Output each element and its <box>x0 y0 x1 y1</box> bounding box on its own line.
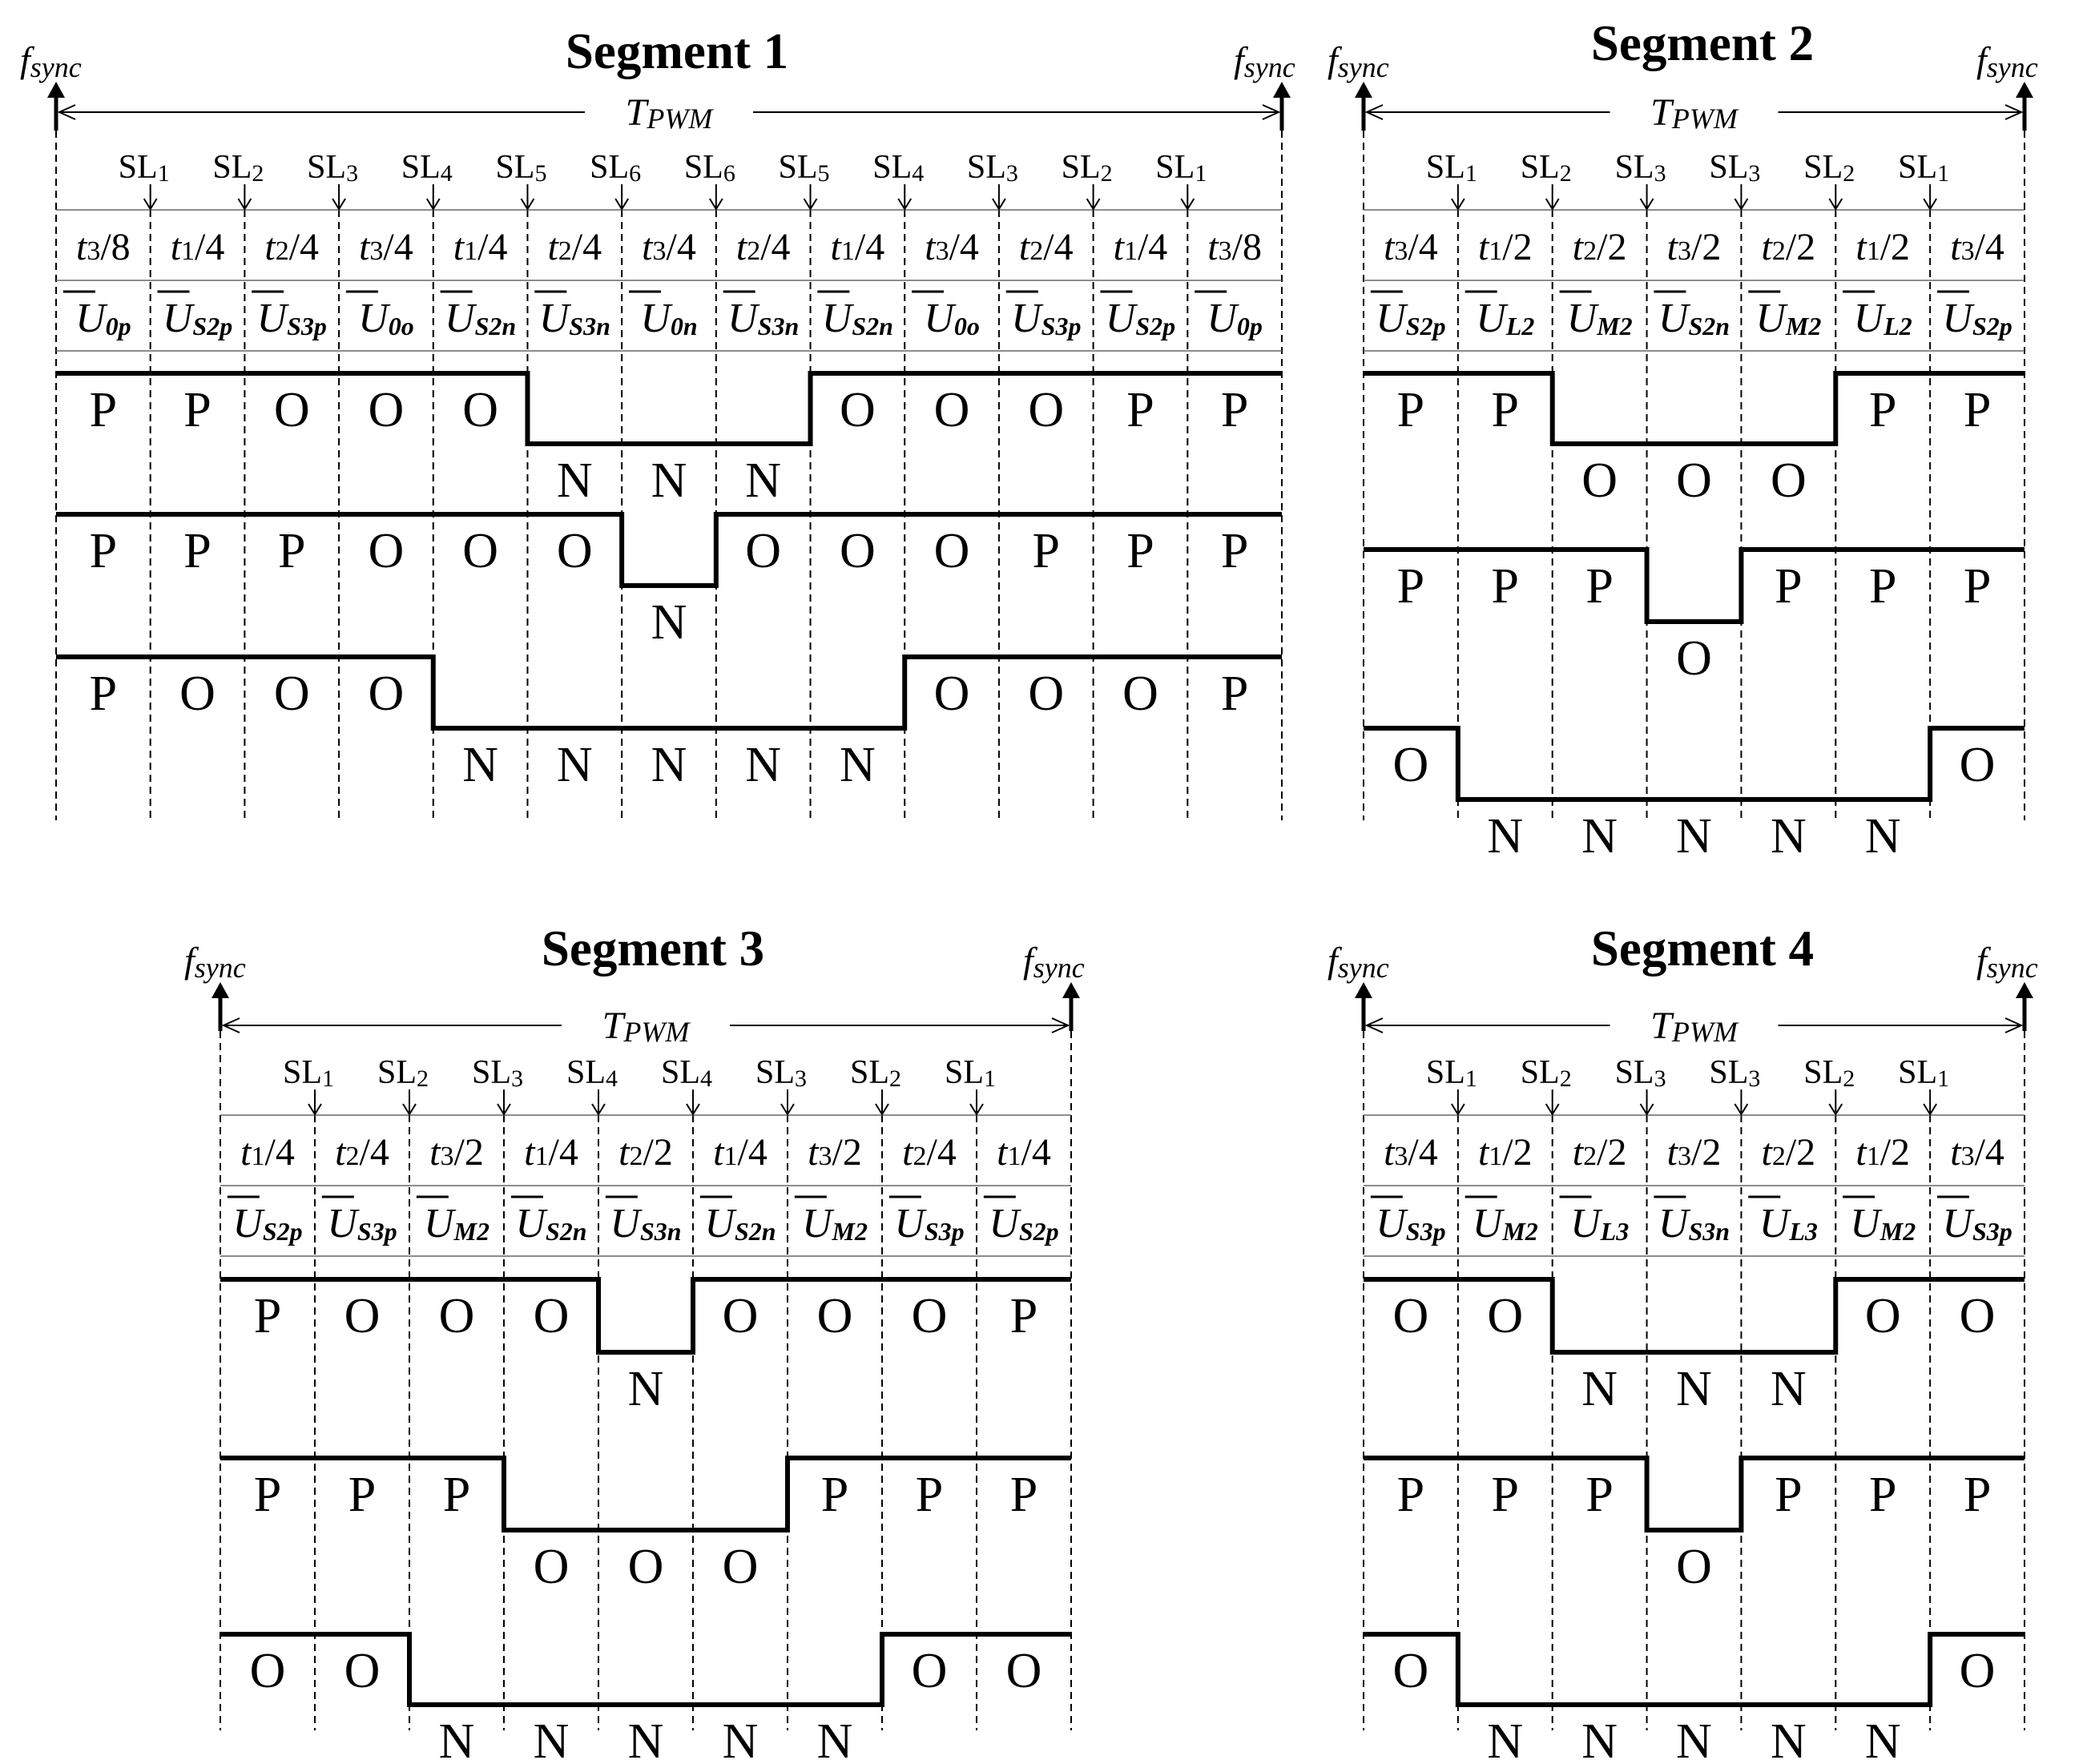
phase-state-label: N <box>556 453 593 508</box>
vector-label: U0n <box>640 296 698 341</box>
sl-marker-label: SL3 <box>1614 149 1666 187</box>
vector-label: US2n <box>515 1201 587 1246</box>
duration-label: t1/2 <box>1477 1131 1533 1174</box>
phase-2-waveform <box>1364 550 2024 622</box>
phase-state-label: P <box>1009 1289 1038 1343</box>
phase-state-label: P <box>442 1468 471 1522</box>
sl-marker-label: SL1 <box>1155 149 1207 187</box>
phase-state-label: P <box>348 1468 377 1522</box>
duration-label: t3/4 <box>359 226 413 268</box>
tpwm-label: TPWM <box>1650 1005 1738 1048</box>
fsync-arrowhead <box>1355 82 1372 98</box>
sl-marker-label: SL1 <box>118 149 170 187</box>
segment-title: Segment 4 <box>1590 920 1815 977</box>
phase-state-label: O <box>1676 1540 1712 1594</box>
vector-label: UL2 <box>1476 296 1535 341</box>
phase-state-label: P <box>1126 383 1154 437</box>
phase-state-label: P <box>1220 667 1249 721</box>
phase-state-label: O <box>1581 453 1618 508</box>
phase-state-label: N <box>745 738 782 792</box>
phase-state-label: P <box>183 524 212 578</box>
phase-state-label: O <box>839 524 876 578</box>
fsync-label: fsync <box>1234 39 1295 83</box>
segment-title: Segment 1 <box>565 23 789 79</box>
segment-title: Segment 2 <box>1590 15 1815 71</box>
phase-3-waveform <box>1364 728 2024 799</box>
phase-state-label: N <box>651 453 687 508</box>
sl-marker-label: SL6 <box>590 149 642 187</box>
sl-marker-label: SL2 <box>849 1054 902 1092</box>
phase-state-label: P <box>89 667 118 721</box>
duration-label: t1/2 <box>1855 226 1911 268</box>
phase-state-label: P <box>1491 383 1520 437</box>
vector-label: UM2 <box>1755 296 1822 341</box>
phase-state-label: O <box>722 1540 759 1594</box>
phase-state-label: P <box>1220 524 1249 578</box>
vector-label: US2n <box>1658 296 1730 341</box>
duration-label: t1/4 <box>713 1131 767 1174</box>
phase-2-waveform <box>56 514 1282 586</box>
fsync-arrowhead <box>212 982 229 998</box>
phase-2-waveform <box>1364 1458 2024 1530</box>
phase-state-label: O <box>745 524 782 578</box>
phase-state-label: P <box>1396 559 1425 614</box>
phase-state-label: N <box>1864 1714 1901 1760</box>
segment-4 <box>1328 920 2038 1760</box>
vector-label: US3p <box>1942 1201 2012 1246</box>
fsync-arrowhead <box>2016 82 2033 98</box>
phase-state-label: N <box>722 1714 759 1760</box>
tpwm-label: TPWM <box>1650 91 1738 135</box>
duration-label: t1/4 <box>997 1131 1051 1174</box>
sl-marker-label: SL3 <box>471 1054 524 1092</box>
vector-label: US2p <box>1376 296 1446 341</box>
phase-state-label: O <box>1392 738 1429 792</box>
sl-marker-label: SL3 <box>966 149 1018 187</box>
sl-marker-label: SL1 <box>1898 149 1950 187</box>
sl-marker-label: SL5 <box>778 149 830 187</box>
vector-label: US3p <box>1011 296 1082 341</box>
phase-state-label: O <box>1028 667 1065 721</box>
sl-marker-label: SL4 <box>401 149 453 187</box>
duration-label: t1/2 <box>1855 1131 1911 1174</box>
phase-state-label: O <box>438 1289 475 1343</box>
vector-label: UL2 <box>1853 296 1912 341</box>
fsync-arrowhead <box>47 82 65 98</box>
vector-label: UL3 <box>1759 1201 1818 1246</box>
fsync-arrowhead <box>1062 982 1080 998</box>
sl-marker-label: SL6 <box>683 149 735 187</box>
phase-state-label: O <box>839 383 876 437</box>
vector-label: U0o <box>924 296 980 341</box>
phase-state-label: P <box>1396 1468 1425 1522</box>
phase-state-label: O <box>273 667 310 721</box>
phase-state-label: O <box>1028 383 1065 437</box>
phase-state-label: N <box>816 1714 853 1760</box>
phase-state-label: P <box>253 1289 282 1343</box>
phase-state-label: P <box>1963 559 1992 614</box>
phase-state-label: P <box>1032 524 1061 578</box>
tpwm-label: TPWM <box>625 91 713 135</box>
phase-state-label: N <box>533 1714 570 1760</box>
vector-label: US2p <box>232 1201 303 1246</box>
sl-marker-label: SL1 <box>944 1054 997 1092</box>
sl-marker-label: SL2 <box>212 149 264 187</box>
duration-label: t3/4 <box>1384 226 1438 268</box>
phase-state-label: P <box>820 1468 849 1522</box>
duration-label: t2/4 <box>735 226 791 268</box>
phase-state-label: N <box>745 453 782 508</box>
phase-state-label: O <box>1392 1289 1429 1343</box>
phase-state-label: P <box>1868 383 1897 437</box>
phase-state-label: O <box>462 383 499 437</box>
phase-state-label: O <box>722 1289 759 1343</box>
sl-marker-label: SL1 <box>1898 1054 1950 1092</box>
duration-label: t2/4 <box>547 226 602 268</box>
phase-state-label: O <box>1392 1644 1429 1698</box>
phase-state-label: O <box>627 1540 664 1594</box>
phase-state-label: O <box>1005 1644 1042 1698</box>
phase-state-label: N <box>438 1714 475 1760</box>
duration-label: t3/2 <box>429 1131 484 1174</box>
phase-state-label: O <box>1122 667 1158 721</box>
phase-state-label: P <box>277 524 306 578</box>
duration-label: t3/2 <box>1666 1131 1722 1174</box>
phase-state-label: N <box>1770 1362 1807 1416</box>
vector-label: US3n <box>538 296 610 341</box>
fsync-arrowhead <box>2016 982 2033 998</box>
duration-label: t2/2 <box>1572 226 1627 268</box>
phase-1-waveform <box>1364 373 2024 444</box>
phase-state-label: O <box>368 667 405 721</box>
phase-state-label: O <box>344 1289 381 1343</box>
fsync-arrowhead <box>1273 82 1291 98</box>
phase-state-label: P <box>89 524 118 578</box>
duration-label: t2/4 <box>264 226 320 268</box>
phase-state-label: O <box>1864 1289 1901 1343</box>
vector-label: US2p <box>1942 296 2012 341</box>
phase-state-label: O <box>933 383 970 437</box>
phase-state-label: N <box>1581 1714 1618 1760</box>
vector-label: UM2 <box>1850 1201 1916 1246</box>
duration-label: t3/2 <box>1666 226 1722 268</box>
phase-state-label: N <box>651 738 687 792</box>
duration-label: t2/2 <box>618 1131 673 1174</box>
duration-label: t2/2 <box>1761 1131 1816 1174</box>
fsync-label: fsync <box>1976 39 2038 83</box>
vector-label: US2n <box>704 1201 776 1246</box>
duration-label: t3/4 <box>642 226 696 268</box>
sl-marker-label: SL4 <box>566 1054 618 1092</box>
fsync-arrowhead <box>1355 982 1372 998</box>
phase-state-label: P <box>1775 559 1803 614</box>
fsync-label: fsync <box>1328 940 1389 984</box>
phase-state-label: O <box>1676 631 1712 686</box>
phase-state-label: N <box>556 738 593 792</box>
phase-3-waveform <box>56 657 1282 728</box>
phase-state-label: O <box>249 1644 286 1698</box>
duration-label: t2/2 <box>1572 1131 1627 1174</box>
vector-label: US2n <box>445 296 517 341</box>
phase-state-label: O <box>1487 1289 1524 1343</box>
phase-state-label: P <box>1585 559 1614 614</box>
vector-label: UM2 <box>1472 1201 1538 1246</box>
phase-state-label: P <box>1220 383 1249 437</box>
fsync-label: fsync <box>1976 940 2038 984</box>
duration-label: t1/2 <box>1477 226 1533 268</box>
phase-state-label: P <box>1585 1468 1614 1522</box>
vector-label: US3p <box>1376 1201 1446 1246</box>
sl-marker-label: SL5 <box>495 149 547 187</box>
phase-state-label: O <box>1770 453 1807 508</box>
phase-state-label: P <box>1775 1468 1803 1522</box>
vector-label: U0o <box>358 296 414 341</box>
duration-label: t3/8 <box>1207 226 1262 268</box>
sl-marker-label: SL2 <box>1803 149 1855 187</box>
phase-state-label: N <box>1770 809 1807 864</box>
phase-state-label: N <box>1581 1362 1618 1416</box>
sl-marker-label: SL4 <box>872 149 925 187</box>
phase-state-label: N <box>1864 809 1901 864</box>
phase-state-label: N <box>651 595 687 650</box>
phase-state-label: N <box>1487 1714 1524 1760</box>
phase-state-label: P <box>1963 383 1992 437</box>
duration-label: t2/4 <box>1018 226 1074 268</box>
sl-marker-label: SL2 <box>1803 1054 1855 1092</box>
phase-state-label: O <box>273 383 310 437</box>
duration-label: t1/4 <box>830 226 885 268</box>
phase-state-label: O <box>533 1289 570 1343</box>
phase-state-label: P <box>1868 559 1897 614</box>
duration-label: t3/4 <box>1384 1131 1438 1174</box>
phase-state-label: N <box>839 738 876 792</box>
phase-state-label: O <box>911 1289 948 1343</box>
phase-state-label: O <box>816 1289 853 1343</box>
fsync-label: fsync <box>1023 940 1085 984</box>
sl-marker-label: SL1 <box>1425 149 1477 187</box>
duration-label: t1/4 <box>453 226 508 268</box>
duration-label: t1/4 <box>170 226 225 268</box>
phase-state-label: O <box>1676 453 1712 508</box>
vector-label: US3p <box>894 1201 965 1246</box>
phase-state-label: N <box>462 738 499 792</box>
phase-state-label: N <box>627 1362 664 1416</box>
sl-marker-label: SL4 <box>660 1054 713 1092</box>
sl-marker-label: SL3 <box>755 1054 808 1092</box>
vector-label: US2p <box>989 1201 1059 1246</box>
duration-label: t3/4 <box>1950 1131 2004 1174</box>
duration-label: t3/4 <box>1950 226 2004 268</box>
phase-state-label: O <box>933 524 970 578</box>
duration-label: t1/4 <box>1113 226 1168 268</box>
phase-state-label: O <box>1959 738 1996 792</box>
phase-state-label: O <box>1959 1644 1996 1698</box>
phase-state-label: O <box>368 383 405 437</box>
vector-label: UM2 <box>801 1201 868 1246</box>
vector-label: UM2 <box>423 1201 490 1246</box>
phase-state-label: P <box>1126 524 1154 578</box>
phase-state-label: O <box>344 1644 381 1698</box>
vector-label: US2p <box>162 296 233 341</box>
sl-marker-label: SL3 <box>1614 1054 1666 1092</box>
phase-state-label: O <box>462 524 499 578</box>
duration-label: t3/2 <box>808 1131 862 1174</box>
fsync-label: fsync <box>20 39 82 83</box>
vector-label: U0p <box>1207 296 1263 341</box>
duration-label: t2/4 <box>335 1131 389 1174</box>
phase-state-label: P <box>253 1468 282 1522</box>
fsync-label: fsync <box>1328 39 1389 83</box>
phase-state-label: P <box>89 383 118 437</box>
vector-label: U0p <box>75 296 131 341</box>
phase-state-label: O <box>179 667 216 721</box>
duration-label: t1/4 <box>524 1131 578 1174</box>
phase-state-label: P <box>1491 1468 1520 1522</box>
phase-state-label: O <box>1959 1289 1996 1343</box>
sl-marker-label: SL1 <box>1425 1054 1477 1092</box>
phase-state-label: P <box>915 1468 944 1522</box>
sl-marker-label: SL2 <box>1520 149 1572 187</box>
phase-state-label: P <box>1396 383 1425 437</box>
vector-label: US3n <box>610 1201 682 1246</box>
segment-1 <box>20 23 1295 820</box>
phase-state-label: O <box>911 1644 948 1698</box>
phase-1-waveform <box>1364 1279 2024 1352</box>
fsync-label: fsync <box>184 940 246 984</box>
phase-state-label: P <box>1963 1468 1992 1522</box>
phase-1-waveform <box>56 373 1282 444</box>
phase-state-label: N <box>1487 809 1524 864</box>
phase-state-label: N <box>1676 809 1712 864</box>
duration-label: t3/4 <box>925 226 979 268</box>
phase-state-label: P <box>183 383 212 437</box>
phase-state-label: P <box>1491 559 1520 614</box>
sl-marker-label: SL2 <box>1061 149 1113 187</box>
sl-marker-label: SL1 <box>282 1054 335 1092</box>
vector-label: US3n <box>727 296 800 341</box>
tpwm-label: TPWM <box>602 1005 690 1048</box>
vector-label: UL3 <box>1570 1201 1630 1246</box>
phase-state-label: N <box>1676 1362 1712 1416</box>
phase-state-label: O <box>556 524 593 578</box>
sl-marker-label: SL2 <box>377 1054 429 1092</box>
vector-label: US2p <box>1105 296 1176 341</box>
vector-label: US2n <box>821 296 893 341</box>
segment-title: Segment 3 <box>541 920 765 977</box>
phase-state-label: P <box>1868 1468 1897 1522</box>
sl-marker-label: SL3 <box>1709 149 1761 187</box>
duration-label: t2/2 <box>1761 226 1816 268</box>
sl-marker-label: SL2 <box>1520 1054 1572 1092</box>
duration-label: t3/8 <box>76 226 131 268</box>
vector-label: UM2 <box>1566 296 1633 341</box>
phase-state-label: O <box>933 667 970 721</box>
phase-state-label: N <box>1770 1714 1807 1760</box>
segment-3 <box>184 920 1085 1760</box>
phase-state-label: O <box>368 524 405 578</box>
sl-marker-label: SL3 <box>1709 1054 1761 1092</box>
segment-2 <box>1328 15 2038 864</box>
phase-state-label: N <box>627 1714 664 1760</box>
vector-label: US3n <box>1658 1201 1730 1246</box>
vector-label: US3p <box>327 1201 397 1246</box>
phase-state-label: N <box>1581 809 1618 864</box>
sl-marker-label: SL3 <box>307 149 359 187</box>
duration-label: t1/4 <box>240 1131 295 1174</box>
phase-state-label: O <box>533 1540 570 1594</box>
duration-label: t2/4 <box>902 1131 957 1174</box>
phase-state-label: P <box>1009 1468 1038 1522</box>
phase-3-waveform <box>1364 1634 2024 1705</box>
vector-label: US3p <box>256 296 327 341</box>
phase-state-label: N <box>1676 1714 1712 1760</box>
